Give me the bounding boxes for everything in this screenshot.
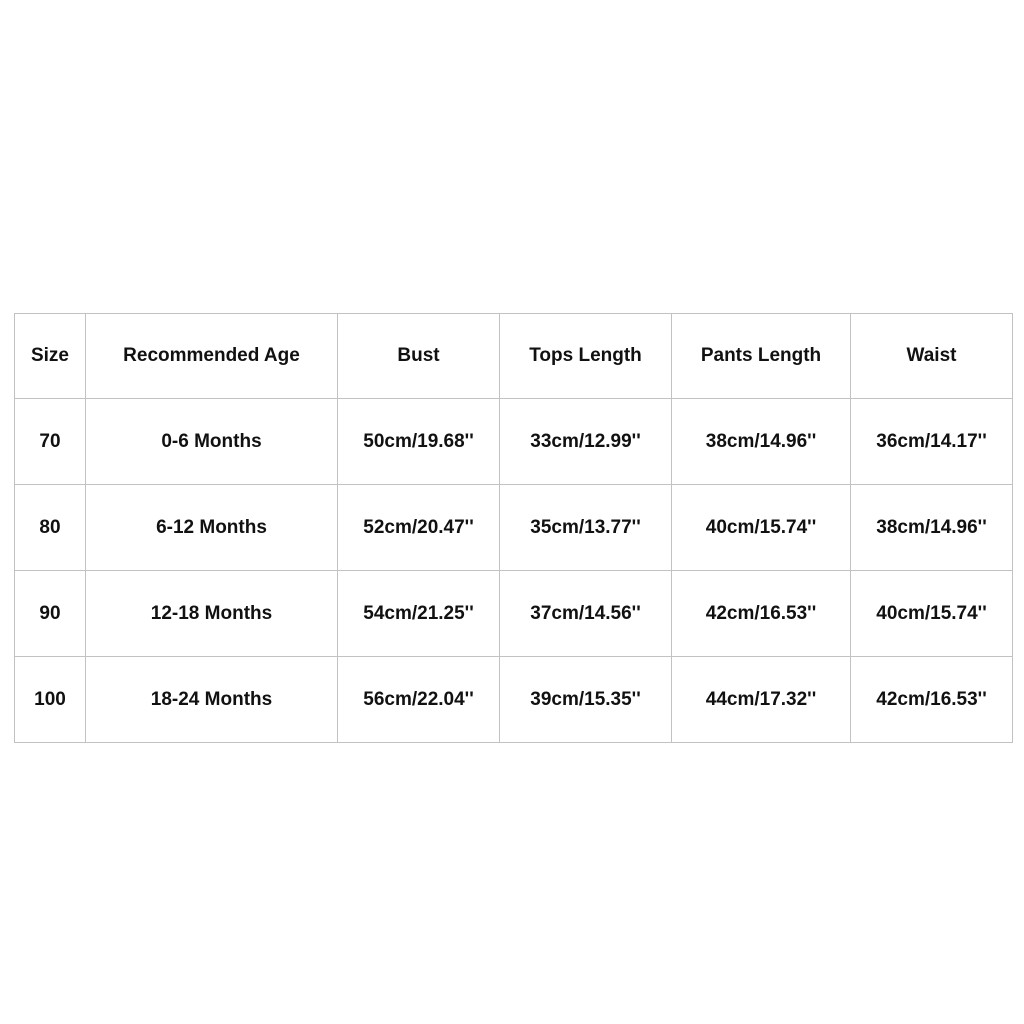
- cell-bust: 52cm/20.47'': [338, 485, 500, 571]
- table-row: [15, 571, 1013, 657]
- cell-recommended-age: 12-18 Months: [86, 571, 338, 657]
- cell-waist: 42cm/16.53'': [851, 657, 1013, 743]
- table-row: [15, 485, 1013, 571]
- cell-tops-length: 37cm/14.56'': [500, 571, 672, 657]
- cell-size: 70: [15, 399, 86, 485]
- header-recommended-age: Recommended Age: [86, 314, 338, 399]
- cell-size: 80: [15, 485, 86, 571]
- cell-waist: 38cm/14.96'': [851, 485, 1013, 571]
- cell-pants-length: 42cm/16.53'': [672, 571, 851, 657]
- cell-recommended-age: 18-24 Months: [86, 657, 338, 743]
- cell-size: 90: [15, 571, 86, 657]
- header-size: Size: [15, 314, 86, 399]
- cell-bust: 50cm/19.68'': [338, 399, 500, 485]
- cell-waist: 36cm/14.17'': [851, 399, 1013, 485]
- table-row: [15, 399, 1013, 485]
- cell-bust: 54cm/21.25'': [338, 571, 500, 657]
- cell-pants-length: 40cm/15.74'': [672, 485, 851, 571]
- cell-size: 100: [15, 657, 86, 743]
- cell-tops-length: 33cm/12.99'': [500, 399, 672, 485]
- header-pants-length: Pants Length: [672, 314, 851, 399]
- cell-waist: 40cm/15.74'': [851, 571, 1013, 657]
- cell-tops-length: 39cm/15.35'': [500, 657, 672, 743]
- cell-pants-length: 38cm/14.96'': [672, 399, 851, 485]
- header-bust: Bust: [338, 314, 500, 399]
- table-header-row: [15, 314, 1013, 399]
- size-chart-table: [14, 313, 1013, 743]
- cell-recommended-age: 0-6 Months: [86, 399, 338, 485]
- cell-tops-length: 35cm/13.77'': [500, 485, 672, 571]
- table-row: [15, 657, 1013, 743]
- cell-pants-length: 44cm/17.32'': [672, 657, 851, 743]
- header-waist: Waist: [851, 314, 1013, 399]
- cell-recommended-age: 6-12 Months: [86, 485, 338, 571]
- header-tops-length: Tops Length: [500, 314, 672, 399]
- cell-bust: 56cm/22.04'': [338, 657, 500, 743]
